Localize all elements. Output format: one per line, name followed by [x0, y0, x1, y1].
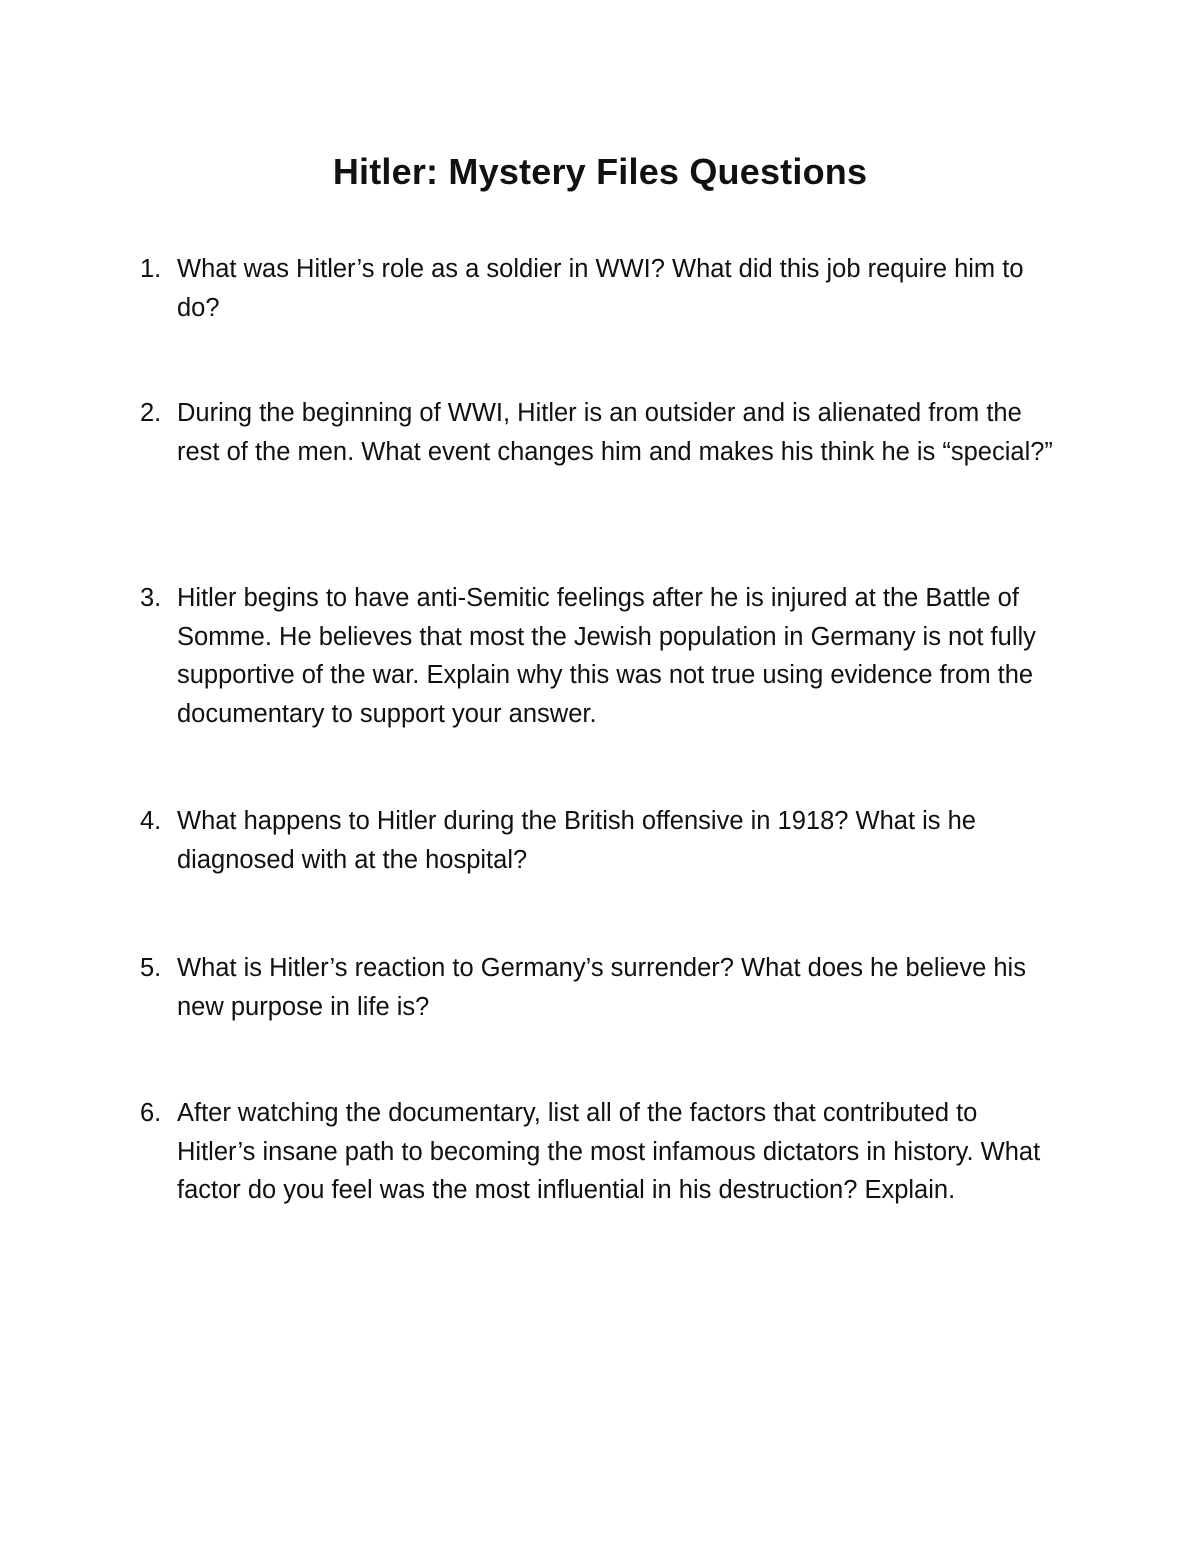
question-text: What was Hitler’s role as a soldier in WWI? What did this job require him to do? — [177, 255, 1024, 322]
question-number: 5. — [140, 954, 162, 982]
question-2 — [140, 394, 1060, 471]
question-5 — [140, 949, 1060, 1026]
question-number: 2. — [140, 399, 162, 427]
document-title: Hitler: Mystery Files Questions — [332, 151, 868, 192]
question-3 — [140, 579, 1060, 733]
question-text: During the beginning of WWI, Hitler is an outsider and is alienated from the rest of the men. What event changes him and makes his think he is “special?” — [177, 399, 1053, 466]
question-text: What is Hitler’s reaction to Germany’s surrender? What does he believe his new purpose in life is? — [177, 954, 1026, 1021]
question-6 — [140, 1094, 1060, 1210]
question-4 — [140, 802, 1060, 879]
question-number: 1. — [140, 255, 162, 283]
question-number: 3. — [140, 584, 162, 612]
question-text: Hitler begins to have anti-Semitic feelings after he is injured at the Battle of Somme. He believes that most the Jewish population in Germany is not fully supportive of the war. Explain why this was not true using evidence from the documentary to support your answer. — [177, 584, 1036, 728]
question-text: After watching the documentary, list all of the factors that contributed to Hitler’s insane path to becoming the most infamous dictators in history. What factor do you feel was the most influential in his destruction? Explain. — [177, 1099, 1041, 1204]
question-text: What happens to Hitler during the British offensive in 1918? What is he diagnosed with at the hospital? — [177, 807, 976, 874]
question-number: 4. — [140, 807, 162, 835]
question-1 — [140, 250, 1060, 327]
question-number: 6. — [140, 1099, 162, 1127]
